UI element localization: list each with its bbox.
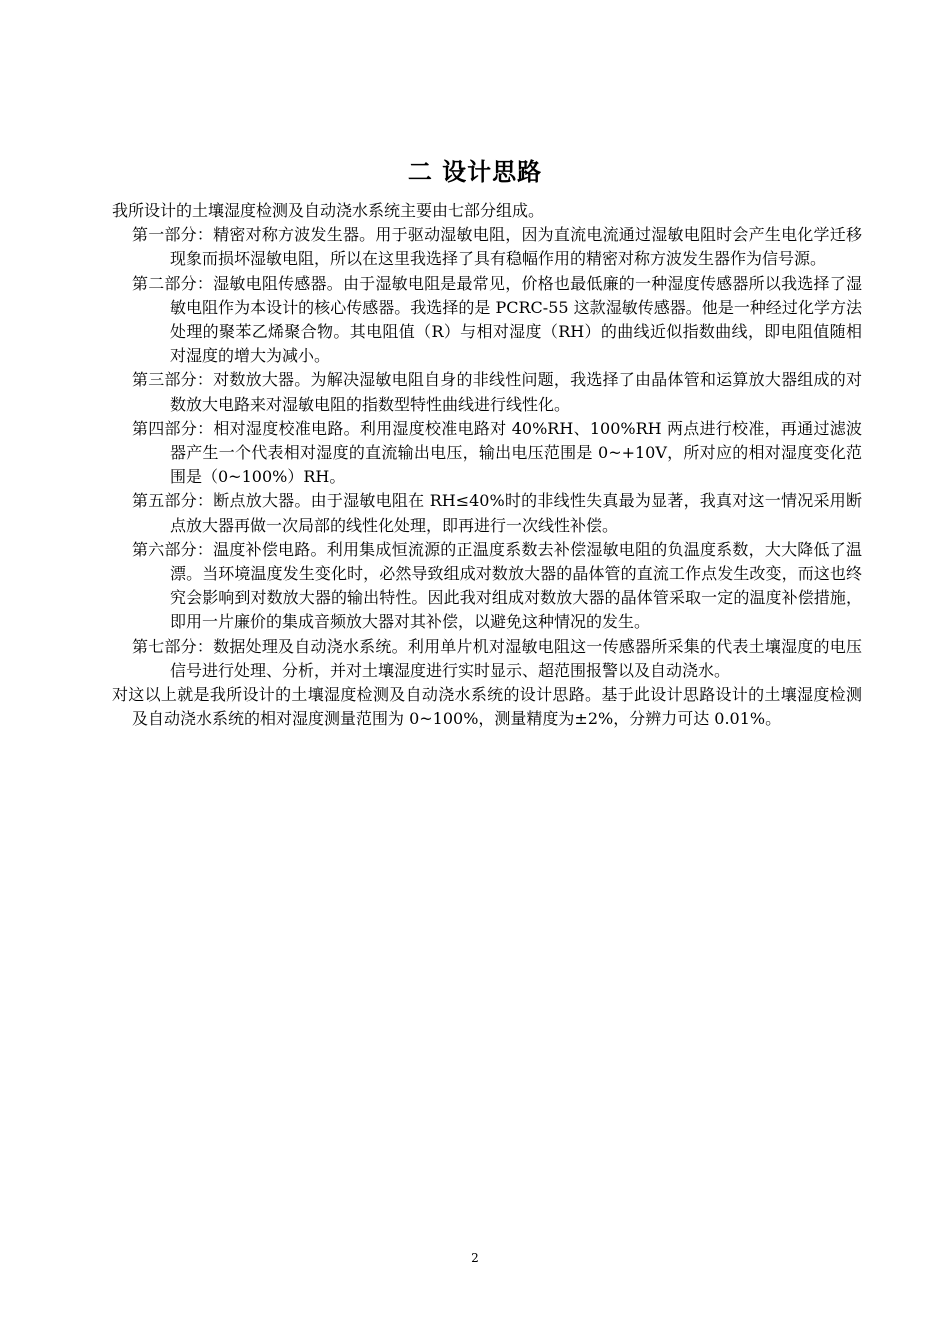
part-6-paragraph: 第六部分：温度补偿电路。利用集成恒流源的正温度系数去补偿湿敏电阻的负温度系数，大大降低了温漂。当环境温度发生变化时，必然导致组成对数放大器的晶体管的直流工作点发生改变，而这也终究会影响到对数放大器的输出特性。因此我对组成对数放大器的晶体管采取一定的温度补偿措施，即用一片廉价的集成音频放大器对其补偿，以避免这种情况的发生。 — [132, 539, 862, 632]
part-3-paragraph: 第三部分：对数放大器。为解决湿敏电阻自身的非线性问题，我选择了由晶体管和运算放大器组成的对数放大电路来对湿敏电阻的指数型特性曲线进行线性化。 — [132, 370, 862, 414]
part-7-paragraph: 第七部分：数据处理及自动浇水系统。利用单片机对湿敏电阻这一传感器所采集的代表土壤湿度的电压信号进行处理、分析，并对土壤湿度进行实时显示、超范围报警以及自动浇水。 — [132, 636, 862, 680]
part-1-paragraph: 第一部分：精密对称方波发生器。用于驱动湿敏电阻，因为直流电流通过湿敏电阻时会产生电化学迁移现象而损坏湿敏电阻，所以在这里我选择了具有稳幅作用的精密对称方波发生器作为信号源。 — [132, 225, 862, 269]
part-2-paragraph: 第二部分：湿敏电阻传感器。由于湿敏电阻是最常见，价格也最低廉的一种湿度传感器所以我选择了湿敏电阻作为本设计的核心传感器。我选择的是 PCRC-55 这款湿敏传感器。他是一种经过化学方法处理的聚苯乙烯聚合物。其电阻值（R）与相对湿度（RH）的曲线近似指数曲线，即电阻值随相对湿度的增大为减小。 — [132, 273, 862, 366]
conclusion-paragraph: 对这以上就是我所设计的土壤湿度检测及自动浇水系统的设计思路。基于此设计思路设计的土壤湿度检测及自动浇水系统的相对湿度测量范围为 0~100%，测量精度为±2%，分辨力可达 0.01%。 — [112, 685, 862, 729]
page-number: 2 — [471, 1251, 479, 1265]
section-title: 二 设计思路 — [407, 158, 543, 186]
part-4-paragraph: 第四部分：相对湿度校准电路。利用湿度校准电路对 40%RH、100%RH 两点进行校准，再通过滤波器产生一个代表相对湿度的直流输出电压，输出电压范围是 0~+10V，所对应的相对湿度变化范围是（0~100%）RH。 — [132, 418, 862, 487]
section-body — [112, 199, 862, 731]
part-5-paragraph: 第五部分：断点放大器。由于湿敏电阻在 RH≤40%时的非线性失真最为显著，我真对这一情况采用断点放大器再做一次局部的线性化处理，即再进行一次线性补偿。 — [132, 491, 862, 535]
intro-paragraph: 我所设计的土壤湿度检测及自动浇水系统主要由七部分组成。 — [112, 201, 545, 220]
